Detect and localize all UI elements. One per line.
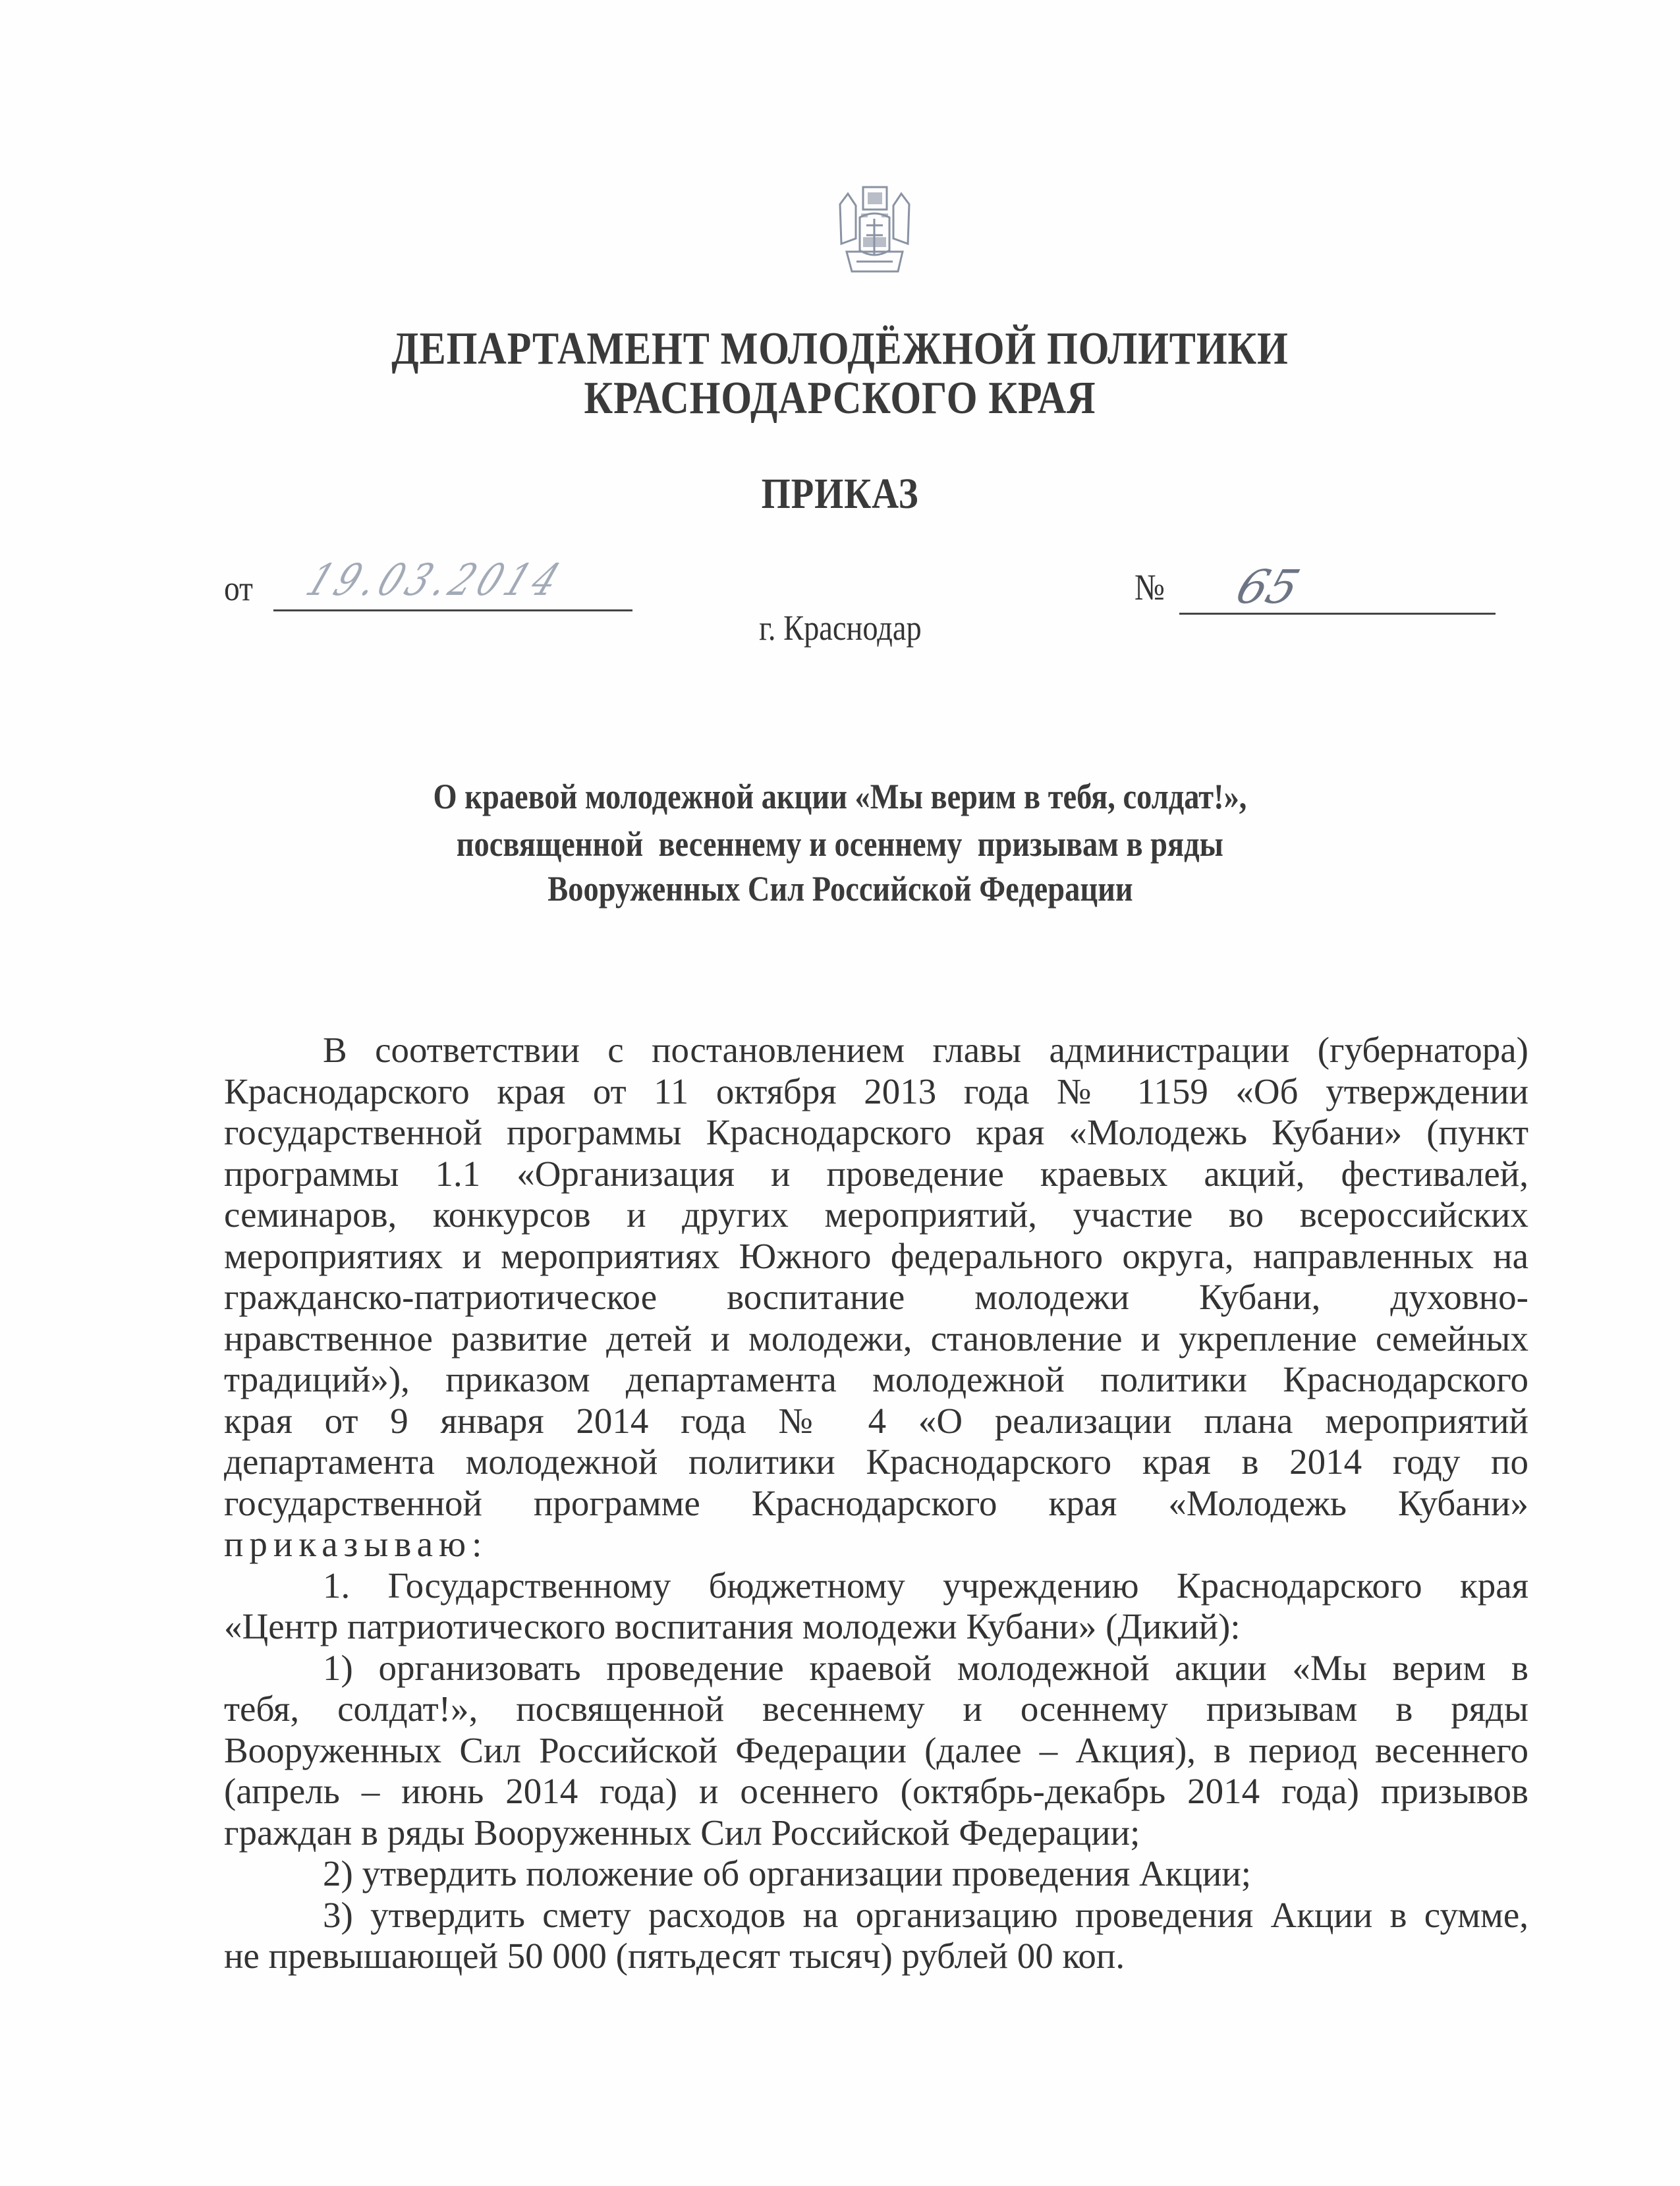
- body-line: Краснодарского края от 11 октября 2013 года № 1159 «Об утверждении: [224, 1071, 1528, 1111]
- body-line: гражданско-патриотическое воспитание молодежи Кубани, духовно-: [224, 1277, 1528, 1317]
- body-line: (апрель – июнь 2014 года) и осеннего (октябрь-декабрь 2014 года) призывов: [224, 1771, 1528, 1811]
- city: г. Краснодар: [758, 608, 922, 648]
- city-line: [0, 607, 1680, 648]
- handwritten-date: 19.03.2014: [299, 555, 572, 605]
- department-name-line1: ДЕПАРТАМЕНТ МОЛОДЁЖНОЙ ПОЛИТИКИ: [391, 323, 1289, 374]
- order-title-line1: [0, 776, 1680, 817]
- body-line: края от 9 января 2014 года № 4 «О реализации плана мероприятий: [224, 1400, 1528, 1441]
- body-line: мероприятиях и мероприятиях Южного федерального округа, направленных на: [224, 1235, 1528, 1276]
- department-name-line2: КРАСНОДАРСКОГО КРАЯ: [584, 373, 1096, 424]
- order-body: [224, 1030, 1528, 1977]
- body-line-subitem-1: 1) организовать проведение краевой молодежной акции «Мы верим в: [323, 1647, 1528, 1688]
- body-line-order-word: приказываю:: [224, 1524, 488, 1564]
- body-line: семинаров, конкурсов и других мероприятий, участие во всероссийских: [224, 1194, 1528, 1235]
- order-title-text-2: посвященной весеннему и осеннему призывам в ряды: [456, 824, 1224, 864]
- body-line: тебя, солдат!», посвященной весеннему и осеннему призывам в ряды: [224, 1689, 1528, 1729]
- body-line: не превышающей 50 000 (пятьдесят тысяч) рублей 00 коп.: [224, 1936, 1125, 1976]
- body-line: В соответствии с постановлением главы администрации (губернатора): [323, 1030, 1528, 1070]
- order-title-line3: [0, 868, 1680, 909]
- body-line: департамента молодежной политики Краснодарского края в 2014 году по: [224, 1442, 1528, 1482]
- body-line: «Центр патриотического воспитания молодежи Кубани» (Дикий):: [224, 1606, 1241, 1646]
- body-line: нравственное развитие детей и молодежи, становление и укрепление семейных: [224, 1318, 1528, 1359]
- date-label: от: [224, 569, 253, 608]
- order-title-line2: [0, 824, 1680, 864]
- body-line: государственной программы Краснодарского края «Молодежь Кубани» (пункт: [224, 1112, 1528, 1152]
- document-type: ПРИКАЗ: [761, 470, 919, 518]
- emblem-left-banner: [840, 194, 856, 244]
- body-line: граждан в ряды Вооруженных Сил Российской Федерации;: [224, 1812, 1140, 1853]
- order-title-text-1: О краевой молодежной акции «Мы верим в тебя, солдат!»,: [433, 777, 1247, 816]
- number-label: №: [1134, 567, 1165, 608]
- coat-of-arms-emblem: [827, 173, 922, 285]
- order-title-text-3: Вооруженных Сил Российской Федерации: [547, 869, 1133, 909]
- body-line: государственной программе Краснодарского края «Молодежь Кубани»: [224, 1482, 1528, 1523]
- handwritten-number: 65: [1229, 560, 1306, 614]
- body-line-subitem-3: 3) утвердить смету расходов на организацию проведения Акции в сумме,: [323, 1894, 1528, 1935]
- body-line-item-1: 1. Государственному бюджетному учреждению Краснодарского края: [323, 1565, 1528, 1606]
- body-line: традиций»), приказом департамента молодежной политики Краснодарского: [224, 1359, 1528, 1399]
- body-line-subitem-2: 2) утвердить положение об организации проведения Акции;: [323, 1853, 1252, 1893]
- body-line: программы 1.1 «Организация и проведение краевых акций, фестивалей,: [224, 1153, 1528, 1194]
- body-line: Вооруженных Сил Российской Федерации (далее – Акция), в период весеннего: [224, 1729, 1528, 1770]
- emblem-right-banner: [893, 194, 909, 244]
